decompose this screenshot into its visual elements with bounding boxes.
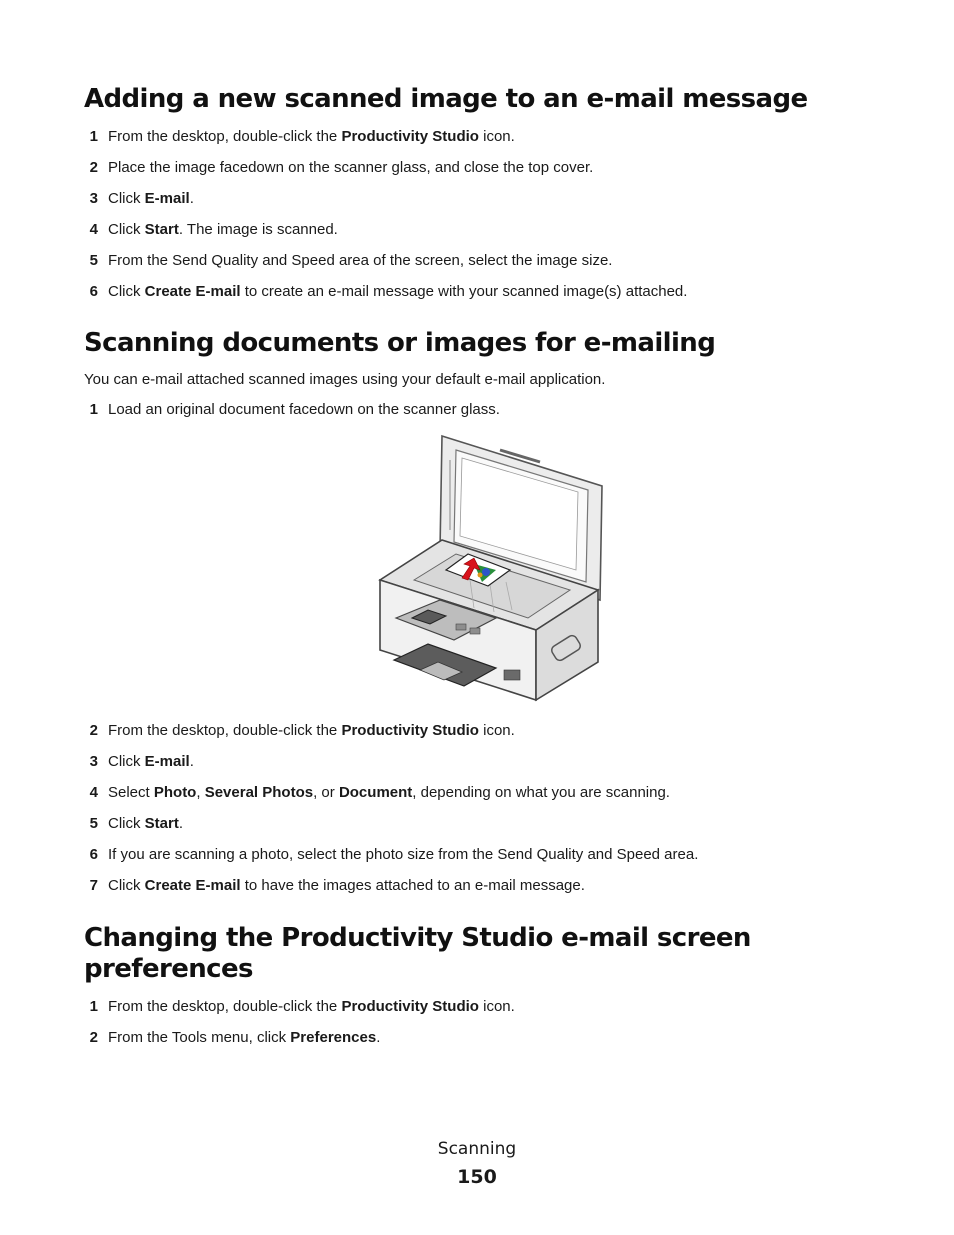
step-number: 6	[89, 846, 98, 863]
step-number: 5	[89, 252, 98, 269]
step-number: 2	[89, 722, 98, 739]
step-text: Place the image facedown on the scanner glass, and close the top cover.	[108, 159, 594, 176]
step-number: 7	[89, 877, 98, 894]
step-text: From the Tools menu, click Preferences.	[108, 1029, 381, 1046]
step-text: Click E-mail.	[108, 753, 194, 770]
step-number: 5	[89, 815, 98, 832]
list-item	[84, 845, 698, 865]
step-number: 1	[89, 401, 98, 418]
step-text: If you are scanning a photo, select the photo size from the Send Quality and Speed area.	[108, 846, 699, 863]
step-number: 2	[89, 159, 98, 176]
step-text: Click Start.	[108, 815, 184, 832]
heading-adding-scanned-image: Adding a new scanned image to an e-mail message	[84, 84, 808, 114]
step-number: 2	[89, 1029, 98, 1046]
step-number: 1	[89, 128, 98, 145]
list-item	[84, 251, 612, 271]
step-text: Select Photo, Several Photos, or Document, depending on what you are scanning.	[108, 784, 670, 801]
step-text: Click Start. The image is scanned.	[108, 221, 338, 238]
list-item	[84, 158, 593, 178]
step-number: 4	[89, 221, 98, 238]
step-number: 1	[89, 998, 98, 1015]
step-text: Click Create E-mail to create an e-mail message with your scanned image(s) attached.	[108, 283, 688, 300]
step-number: 3	[89, 190, 98, 207]
scanner-illustration	[370, 430, 610, 710]
list-item	[84, 127, 515, 147]
step-text: Load an original document facedown on the scanner glass.	[108, 401, 500, 418]
step-text: From the desktop, double-click the Productivity Studio icon.	[108, 128, 515, 145]
heading-scanning-for-emailing: Scanning documents or images for e-mailing	[84, 328, 716, 358]
heading-changing-preferences-line1: Changing the Productivity Studio e-mail screen	[84, 923, 751, 953]
list-item	[84, 1028, 380, 1048]
list-item	[84, 997, 515, 1017]
footer-section-name: Scanning	[437, 1139, 517, 1159]
list-item	[84, 282, 687, 302]
step-text: Click E-mail.	[108, 190, 194, 207]
list-item	[84, 721, 515, 741]
list-item	[84, 400, 500, 420]
step-text: From the desktop, double-click the Productivity Studio icon.	[108, 998, 515, 1015]
list-item	[84, 752, 194, 772]
list-item	[84, 189, 194, 209]
list-item	[84, 814, 183, 834]
page-number: 150	[457, 1166, 497, 1188]
step-number: 6	[89, 283, 98, 300]
list-item	[84, 876, 585, 896]
step-text: Click Create E-mail to have the images attached to an e-mail message.	[108, 877, 585, 894]
list-item	[84, 783, 670, 803]
step-text: From the desktop, double-click the Productivity Studio icon.	[108, 722, 515, 739]
step-number: 4	[89, 784, 98, 801]
list-item	[84, 220, 338, 240]
step-text: From the Send Quality and Speed area of the screen, select the image size.	[108, 252, 613, 269]
step-number: 3	[89, 753, 98, 770]
heading-changing-preferences-line2: preferences	[84, 954, 253, 984]
intro-paragraph: You can e-mail attached scanned images using your default e-mail application.	[84, 371, 606, 388]
